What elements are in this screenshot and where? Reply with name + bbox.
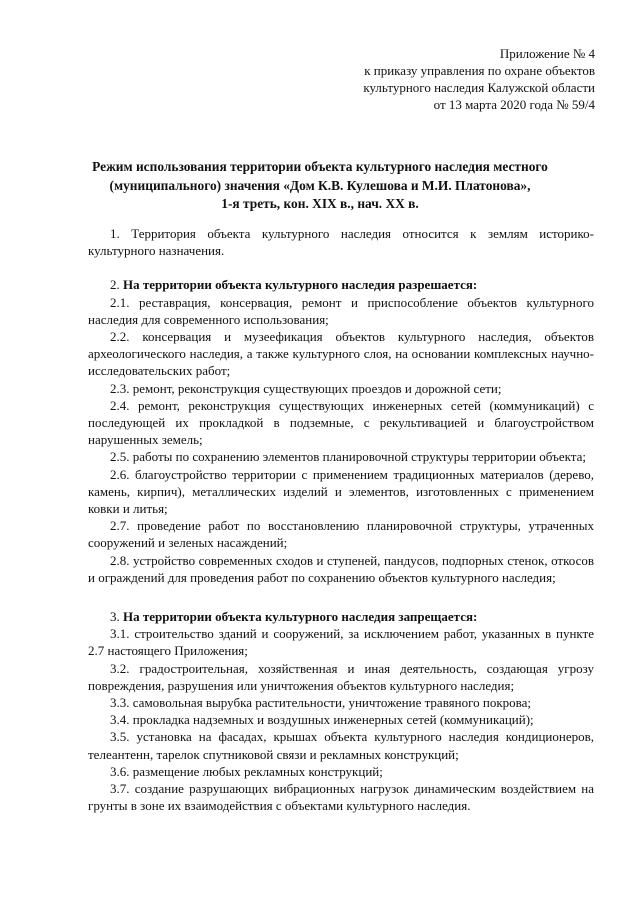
appendix-authority: культурного наследия Калужской области (363, 80, 595, 95)
title-line: Режим использования территории объекта культурного наследия местного (92, 159, 548, 174)
appendix-date: от 13 марта 2020 года № 59/4 (433, 97, 595, 112)
list-item: 3.3. самовольная вырубка растительности, уничтожение травяного покрова; (110, 695, 531, 711)
title-line: 1-я треть, кон. XIX в., нач. XX в. (221, 196, 419, 211)
section-number: 2. (110, 277, 123, 293)
list-item: 3.2. градостроительная, хозяйственная и иная деятельность, создающая угрозу повреждения, разрушения или уничтожения объектов культурного наследия; (88, 660, 594, 693)
section-1-text: 1. Территория объекта культурного наследия относится к землям историко-культурного назначения. (88, 226, 594, 259)
list-item: 2.7. проведение работ по восстановлению планировочной структуры, утраченных сооружений и зеленых насаждений; (88, 518, 594, 551)
list-item: 2.3. ремонт, реконструкция существующих проездов и дорожной сети; (110, 380, 502, 396)
appendix-order-ref: к приказу управления по охране объектов (364, 63, 595, 78)
list-item: 3.1. строительство зданий и сооружений, за исключением работ, указанных в пункте 2.7 настоящего Приложения; (88, 626, 594, 659)
appendix-header (275, 45, 595, 113)
section-number: 3. (110, 609, 123, 625)
list-item: 2.5. работы по сохранению элементов планировочной структуры территории объекта; (110, 449, 586, 465)
section-2-heading (88, 276, 594, 293)
list-item: 3.7. создание разрушающих вибрационных нагрузок динамическим воздействием на грунты в зоне их взаимодействия с объектами культурного наследия. (88, 781, 594, 814)
title-line: (муниципального) значения «Дом К.В. Кулешова и М.И. Платонова», (109, 177, 531, 193)
list-item: 2.8. устройство современных сходов и ступеней, пандусов, подпорных стенок, откосов и ограждений для проведения работ по сохранению объектов культурного наследия; (88, 552, 594, 585)
list-item: 2.4. ремонт, реконструкция существующих инженерных сетей (коммуникаций) с последующей их прокладкой в подземные, с рекультивацией и благоустройством нарушенных земель; (88, 397, 594, 448)
appendix-number: Приложение № 4 (499, 46, 595, 61)
section-3-heading (88, 608, 594, 625)
list-item: 2.1. реставрация, консервация, ремонт и приспособление объектов культурного наследия для современного использования; (88, 294, 594, 327)
list-item: 3.4. прокладка надземных и воздушных инженерных сетей (коммуникаций); (110, 712, 534, 728)
section-heading-text: На территории объекта культурного наследия разрешается: (123, 277, 478, 293)
section-heading-text: На территории объекта культурного наследия запрещается: (123, 609, 478, 625)
list-item: 3.6. размещение любых рекламных конструкций; (110, 763, 383, 779)
list-item: 3.5. установка на фасадах, крышах объекта культурного наследия кондиционеров, телеантенн, тарелок спутниковой связи и рекламных конструкций; (88, 729, 594, 762)
list-item: 2.2. консервация и музеефикация объектов культурного наследия, объектов археологического наследия, а также культурного слоя, на основании комплексных научно-исследовательских работ; (88, 329, 594, 379)
document-title (80, 158, 560, 214)
document-body (88, 225, 594, 815)
list-item: 2.6. благоустройство территории с применением традиционных материалов (дерево, камень, кирпич), металлических изделий и элементов, изготовленных с применением ковки и литья; (88, 466, 594, 517)
